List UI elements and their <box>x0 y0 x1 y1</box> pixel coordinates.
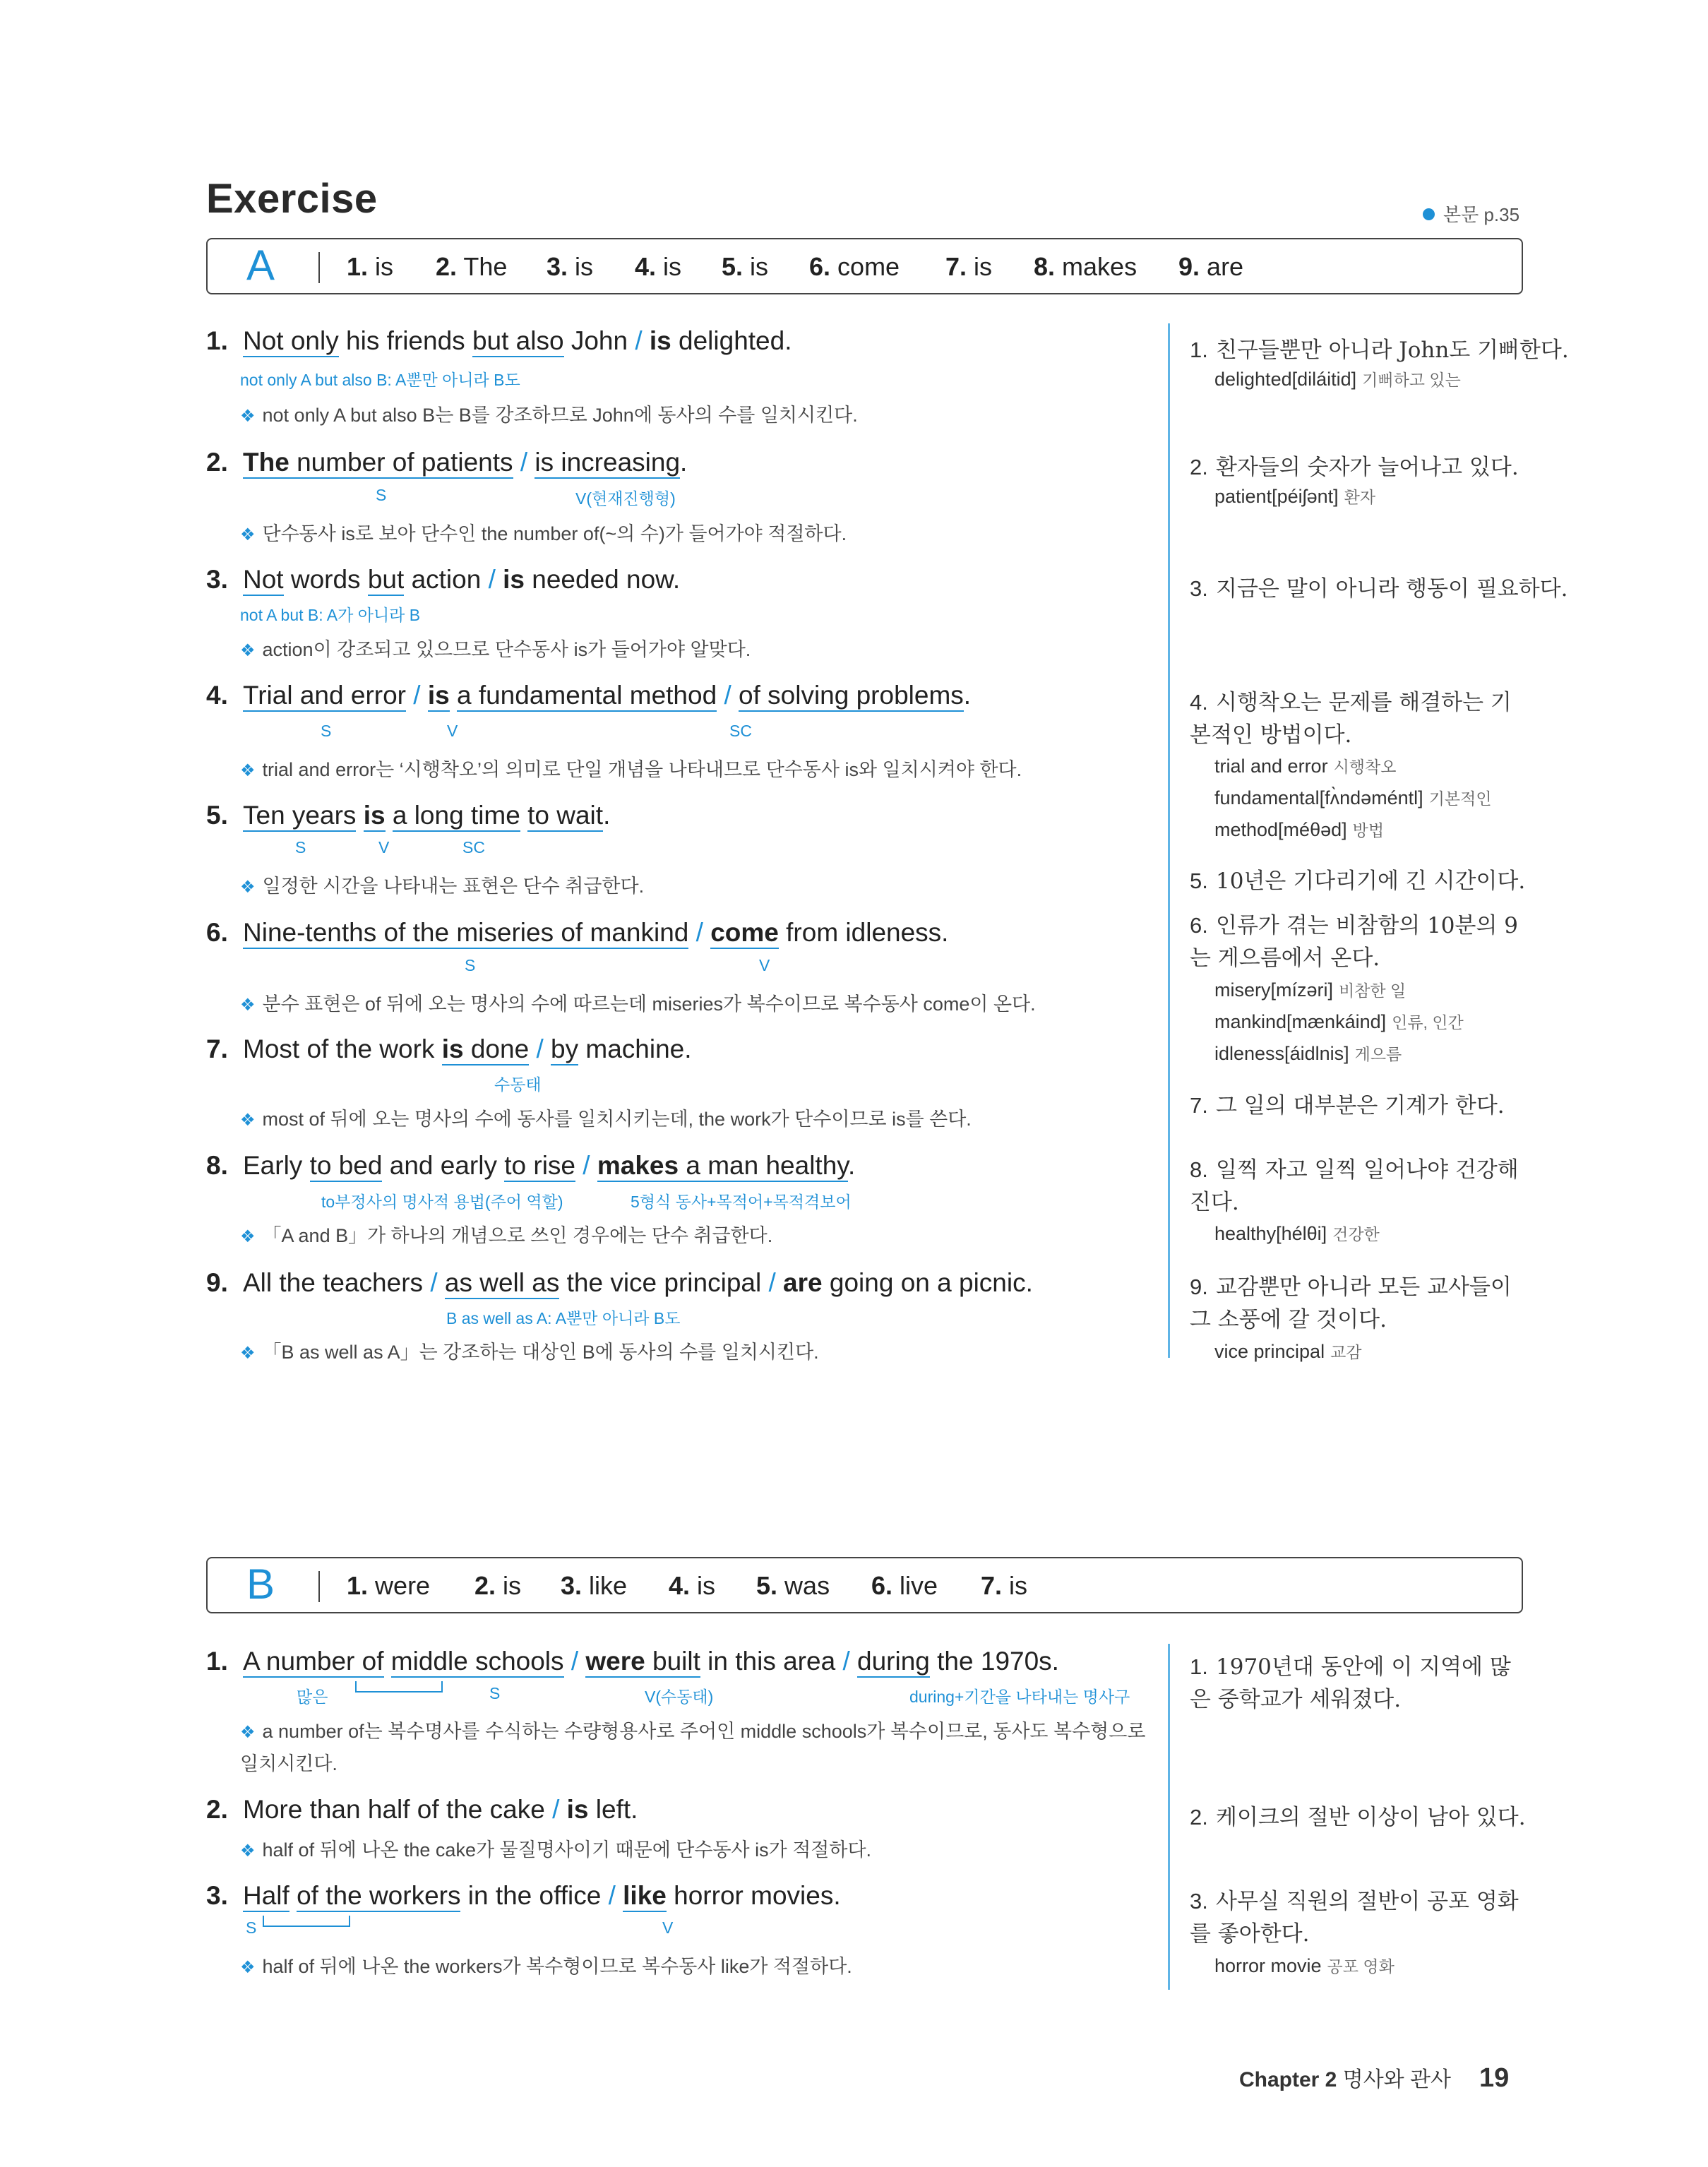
diamond-bullet-icon: ❖ <box>240 1111 256 1130</box>
diamond-bullet-icon: ❖ <box>240 1344 256 1363</box>
answer-item: 2. The <box>436 252 508 281</box>
page-footer: Chapter 2 명사와 관사 19 <box>1239 2063 1510 2093</box>
translation: 6. 인류가 겪는 비참함의 10분의 9는 게으름에서 온다. <box>1190 913 1518 971</box>
explanation-note: ❖ action이 강조되고 있으므로 단수동사 is가 들어가야 알맞다. <box>240 639 751 660</box>
vocab-entry: idleness[áidlnis] 게으름 <box>1214 1043 1402 1064</box>
diamond-bullet-icon: ❖ <box>240 1723 256 1742</box>
answer-item: 2. is <box>474 1571 522 1600</box>
grammar-label: during+기간을 나타내는 명사구 <box>909 1688 1130 1706</box>
column-divider <box>1168 1644 1170 1990</box>
sentence-a2: 2. The number of patients / is increasing. <box>206 448 687 477</box>
explanation-note: ❖ 단수동사 is로 보아 단수인 the number of(~의 수)가 들어가야 적절하다. <box>240 523 847 544</box>
vocab-entry: trial and error 시행착오 <box>1214 756 1397 777</box>
vocab-entry: healthy[hélθi] 건강한 <box>1214 1223 1380 1244</box>
grammar-label: V(현재진행형) <box>575 489 676 508</box>
translation: 2. 케이크의 절반 이상이 남아 있다. <box>1190 1805 1526 1830</box>
answer-box-a <box>206 238 1523 294</box>
vocab-entry: misery[mízəri] 비참한 일 <box>1214 979 1407 1001</box>
sentence-a3: 3. Not words but action / is needed now. <box>206 565 680 595</box>
answer-item: 8. makes <box>1034 252 1137 281</box>
grammar-label: to부정사의 명사적 용법(주어 역할) <box>321 1193 563 1211</box>
answer-item: 9. are <box>1178 252 1244 281</box>
sentence-b3: 3. Half of the workers in the office / like horror movies. <box>206 1881 841 1911</box>
sentence-a8: 8. Early to bed and early to rise / makes a man healthy. <box>206 1151 855 1181</box>
explanation-note: ❖ a number of는 복수명사를 수식하는 수량형용사로 주어인 middle schools가 복수이므로, 동사도 복수형으로 일치시킨다. <box>240 1721 1146 1774</box>
explanation-note: ❖ 「B as well as A」는 강조하는 대상인 B에 동사의 수를 일치시킨다. <box>240 1342 819 1363</box>
grammar-label: V <box>759 956 770 974</box>
vocab-entry: method[méθəd] 방법 <box>1214 819 1385 840</box>
translation: 4. 시행착오는 문제를 해결하는 기본적인 방법이다. <box>1190 690 1512 748</box>
explanation-note: ❖ half of 뒤에 나온 the workers가 복수형이므로 복수동사 like가 적절하다. <box>240 1956 852 1977</box>
answer-item: 6. come <box>809 252 900 281</box>
bullet-dot-icon <box>1423 208 1435 220</box>
answer-item: 3. is <box>547 252 594 281</box>
answer-item: 3. like <box>561 1571 628 1600</box>
translation: 7. 그 일의 대부분은 기계가 한다. <box>1190 1093 1505 1118</box>
translation: 3. 지금은 말이 아니라 행동이 필요하다. <box>1190 576 1568 602</box>
grammar-label: S <box>295 838 306 856</box>
vocab-entry: horror movie 공포 영화 <box>1214 1955 1395 1976</box>
diamond-bullet-icon: ❖ <box>240 878 256 897</box>
answer-item: 5. was <box>756 1571 830 1600</box>
diamond-bullet-icon: ❖ <box>240 1841 256 1861</box>
vocab-entry: mankind[mænkáind] 인류, 인간 <box>1214 1011 1464 1032</box>
explanation-note: ❖ not only A but also B는 B를 강조하므로 John에 동사의 수를 일치시킨다. <box>240 405 858 426</box>
explanation-note: ❖ trial and error는 ‘시행착오’의 의미로 단일 개념을 나타내므로 단수동사 is와 일치시켜야 한다. <box>240 759 1022 780</box>
divider <box>318 1571 320 1602</box>
grammar-label: S <box>246 1918 257 1937</box>
sentence-a9: 9. All the teachers / as well as the vice principal / are going on a picnic. <box>206 1268 1033 1298</box>
page-reference: 본문 p.35 <box>1423 201 1519 227</box>
answer-item: 7. is <box>945 252 993 281</box>
diamond-bullet-icon: ❖ <box>240 1227 256 1246</box>
grammar-label: 5형식 동사+목적어+목적격보어 <box>631 1193 852 1211</box>
section-letter-a: A <box>246 241 275 289</box>
translation: 5. 10년은 기다리기에 긴 시간이다. <box>1190 868 1526 894</box>
explanation-note: ❖ most of 뒤에 오는 명사의 수에 동사를 일치시키는데, the work가 단수이므로 is를 쓴다. <box>240 1109 972 1130</box>
section-letter-b: B <box>246 1560 275 1608</box>
grammar-label: S <box>376 486 387 504</box>
sentence-a1: 1. Not only his friends but also John / is delighted. <box>206 326 792 356</box>
grammar-label: V <box>447 722 458 740</box>
sentence-a4: 4. Trial and error / is a fundamental method / of solving problems. <box>206 681 971 710</box>
explanation-note: ❖ 「A and B」가 하나의 개념으로 쓰인 경우에는 단수 취급한다. <box>240 1225 773 1246</box>
bracket-arrow <box>263 1916 350 1927</box>
translation: 1. 친구들뿐만 아니라 John도 기뻐한다. <box>1190 338 1569 363</box>
explanation-note: ❖ 분수 표현은 of 뒤에 오는 명사의 수에 따르는데 miseries가 복수이므로 복수동사 come이 온다. <box>240 993 1036 1015</box>
explanation-note: ❖ half of 뒤에 나온 the cake가 물질명사이기 때문에 단수동사 is가 적절하다. <box>240 1839 872 1861</box>
grammar-label: 수동태 <box>494 1075 542 1094</box>
vocab-entry: fundamental[fʌ̀ndəméntl] 기본적인 <box>1214 787 1492 808</box>
grammar-label: V(수동태) <box>645 1688 714 1706</box>
translation: 8. 일찍 자고 일찍 일어나야 건강해진다. <box>1190 1157 1519 1215</box>
diamond-bullet-icon: ❖ <box>240 525 256 544</box>
column-divider <box>1168 323 1170 1358</box>
sentence-a6: 6. Nine-tenths of the miseries of mankind / come from idleness. <box>206 918 948 948</box>
sentence-a5: 5. Ten years is a long time to wait. <box>206 801 610 830</box>
vocab-entry: delighted[diláitid] 기뻐하고 있는 <box>1214 369 1461 390</box>
grammar-label: B as well as A: A뿐만 아니라 B도 <box>446 1309 681 1327</box>
answer-item: 6. live <box>871 1571 938 1600</box>
divider <box>318 252 320 283</box>
answer-box-b <box>206 1557 1523 1613</box>
bracket-arrow <box>355 1681 443 1693</box>
grammar-label: SC <box>729 722 752 740</box>
translation: 2. 환자들의 숫자가 늘어나고 있다. <box>1190 455 1519 480</box>
diamond-bullet-icon: ❖ <box>240 641 256 660</box>
explanation-note: ❖ 일정한 시간을 나타내는 표현은 단수 취급한다. <box>240 876 645 897</box>
grammar-label: V <box>378 838 390 856</box>
answer-item: 4. is <box>635 252 682 281</box>
page-number: 19 <box>1479 2063 1510 2093</box>
grammar-label: SC <box>462 838 485 856</box>
answer-item: 4. is <box>669 1571 716 1600</box>
grammar-label: S <box>321 722 332 740</box>
grammar-label: V <box>662 1918 674 1937</box>
grammar-label: S <box>489 1684 501 1702</box>
vocab-entry: patient[péiʃənt] 환자 <box>1214 486 1376 507</box>
translation: 1. 1970년대 동안에 이 지역에 많은 중학교가 세워졌다. <box>1190 1654 1511 1712</box>
page-title: Exercise <box>206 176 378 222</box>
grammar-label: not only A but also B: A뿐만 아니라 B도 <box>240 371 520 389</box>
answer-item: 5. is <box>722 252 769 281</box>
diamond-bullet-icon: ❖ <box>240 1958 256 1977</box>
answer-item: 1. is <box>347 252 394 281</box>
translation: 9. 교감뿐만 아니라 모든 교사들이 그 소풍에 갈 것이다. <box>1190 1274 1512 1332</box>
grammar-label: not A but B: A가 아니라 B <box>240 606 421 624</box>
translation: 3. 사무실 직원의 절반이 공포 영화를 좋아한다. <box>1190 1889 1519 1947</box>
grammar-label: 많은 <box>297 1688 328 1706</box>
vocab-entry: vice principal 교감 <box>1214 1341 1362 1362</box>
diamond-bullet-icon: ❖ <box>240 761 256 780</box>
grammar-label: S <box>465 956 476 974</box>
sentence-b1: 1. A number of middle schools / were built in this area / during the 1970s. <box>206 1647 1059 1676</box>
answer-item: 7. is <box>981 1571 1028 1600</box>
sentence-b2: 2. More than half of the cake / is left. <box>206 1795 638 1824</box>
diamond-bullet-icon: ❖ <box>240 407 256 426</box>
diamond-bullet-icon: ❖ <box>240 996 256 1015</box>
sentence-a7: 7. Most of the work is done / by machine. <box>206 1034 692 1064</box>
answer-item: 1. were <box>347 1571 431 1600</box>
